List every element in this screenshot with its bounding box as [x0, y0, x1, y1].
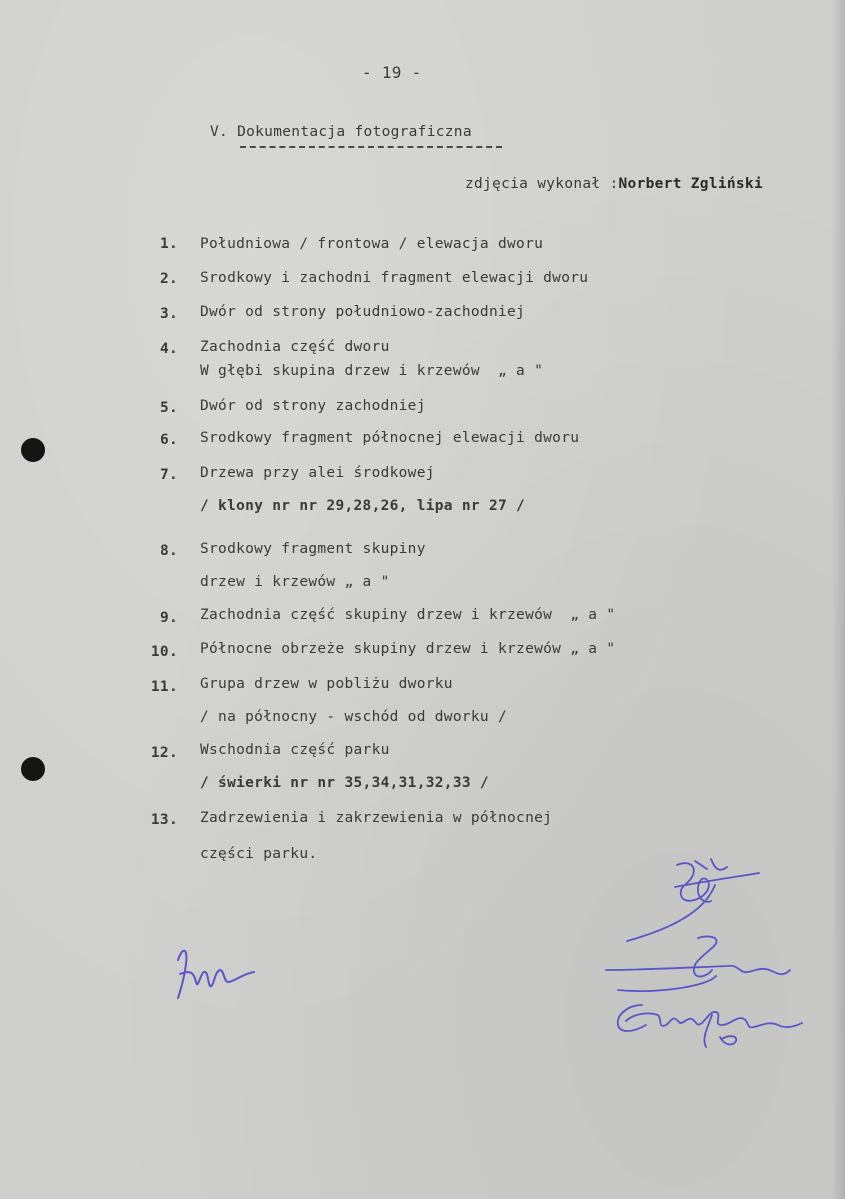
page-edge-shadow — [831, 0, 845, 1199]
item-text: Zachodnia część dworu — [200, 339, 390, 355]
item-text: / świerki nr nr 35,34,31,32,33 / — [200, 775, 489, 791]
handwritten-signature-middle — [598, 930, 798, 1000]
item-number: 12. — [150, 745, 178, 761]
handwritten-initials-left — [168, 940, 268, 1010]
item-number: 4. — [159, 341, 178, 357]
item-text: Dwór od strony zachodniej — [200, 398, 426, 414]
item-text: Północne obrzeże skupiny drzew i krzewów „ a " — [200, 641, 616, 657]
item-number: 11. — [150, 679, 178, 695]
photographer-label: zdjęcia wykonał : — [465, 176, 619, 192]
punch-hole-upper — [21, 438, 45, 462]
item-number: 8. — [159, 543, 178, 559]
section-title: V. Dokumentacja fotograficzna — [210, 124, 472, 140]
handwritten-signature-bottom — [602, 995, 812, 1060]
item-number: 2. — [159, 271, 178, 287]
page-number: - 19 - — [362, 63, 422, 82]
item-text: części parku. — [200, 846, 318, 862]
item-number: 6. — [159, 432, 178, 448]
item-text: Dwór od strony południowo-zachodniej — [200, 304, 526, 320]
item-text: W głębi skupina drzew i krzewów „ a " — [200, 363, 544, 379]
punch-hole-lower — [21, 757, 45, 781]
item-number: 1. — [159, 236, 178, 252]
item-text: Grupa drzew w pobliżu dworku — [200, 676, 453, 692]
photographer-name: Norbert Zgliński — [618, 176, 763, 192]
item-number: 3. — [159, 306, 178, 322]
item-number: 9. — [159, 610, 178, 626]
item-number: 7. — [159, 467, 178, 483]
item-text: Zadrzewienia i zakrzewienia w północnej — [200, 810, 553, 826]
item-number: 5. — [159, 400, 178, 416]
item-text: Południowa / frontowa / elewacja dworu — [200, 236, 544, 252]
item-text: Zachodnia część skupiny drzew i krzewów „ a " — [200, 607, 616, 623]
item-text: Srodkowy fragment skupiny — [200, 541, 426, 557]
section-title-underline — [240, 146, 502, 148]
item-number: 10. — [150, 644, 178, 660]
item-text: drzew i krzewów „ a " — [200, 574, 390, 590]
item-text: / na północny - wschód od dworku / — [200, 709, 508, 725]
item-text: Srodkowy i zachodni fragment elewacji dworu — [200, 270, 589, 286]
photographer-line — [465, 175, 763, 193]
item-text: Drzewa przy alei środkowej — [200, 465, 435, 481]
item-text: Wschodnia część parku — [200, 742, 390, 758]
item-text: Srodkowy fragment północnej elewacji dworu — [200, 430, 580, 446]
item-number: 13. — [150, 812, 178, 828]
item-text: / klony nr nr 29,28,26, lipa nr 27 / — [200, 498, 526, 514]
